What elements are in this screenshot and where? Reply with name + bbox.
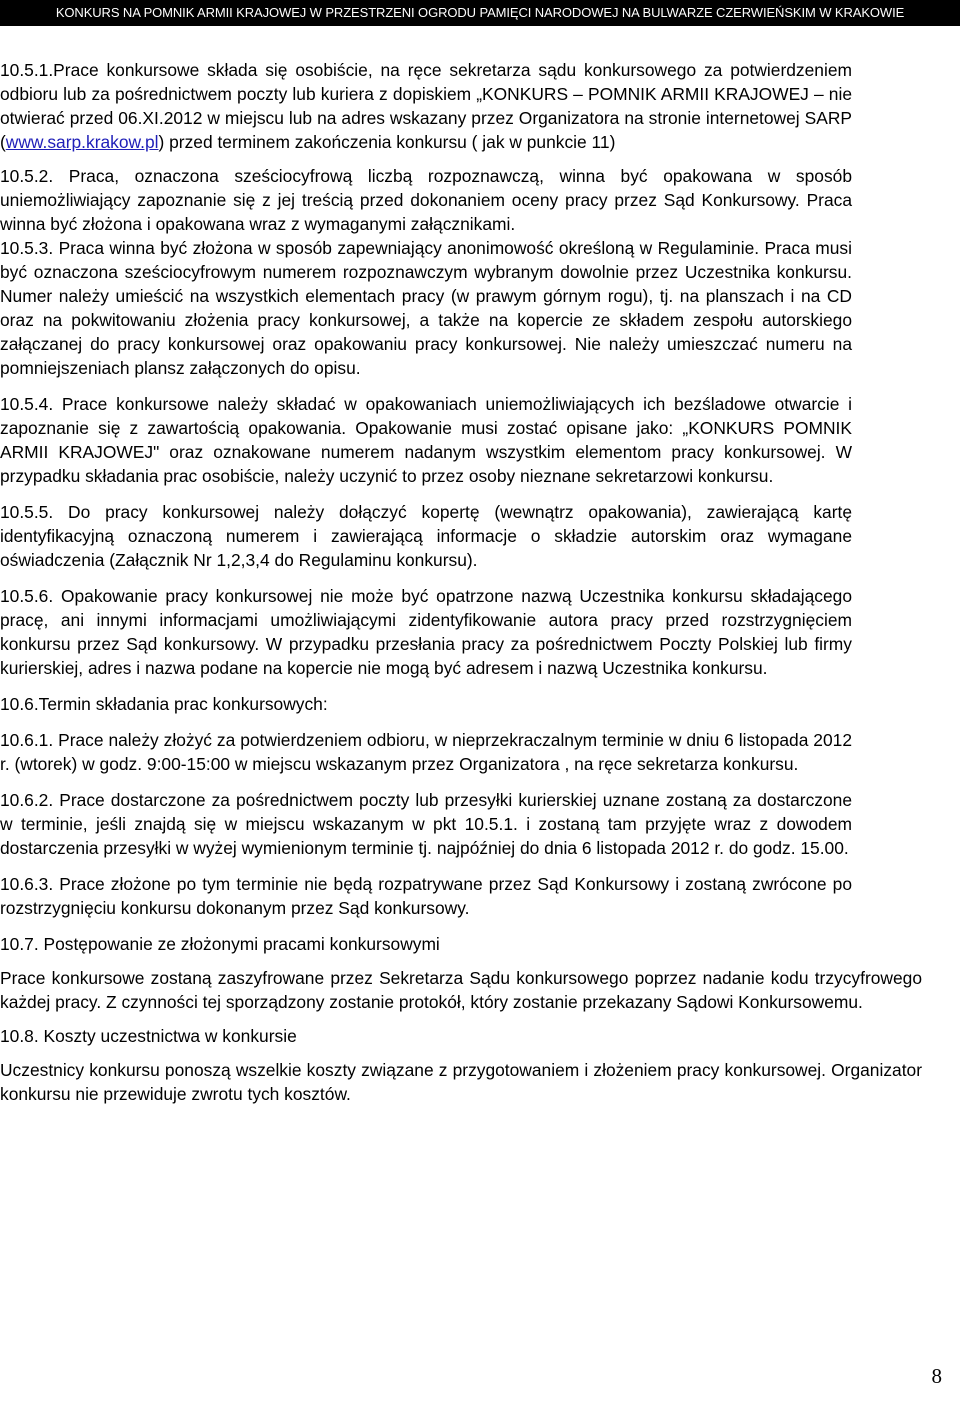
sarp-website-link[interactable]: www.sarp.krakow.pl xyxy=(5,132,159,152)
paragraph-10-6-1: 10.6.1. Prace należy złożyć za potwierdzeniem odbioru, w nieprzekraczalnym terminie w dniu 6 listopada 2012 r. (wtorek) w godz. 9:00-15:00 w miejscu wskazanym przez Organizatora , na ręce sekretarza konkursu. xyxy=(0,730,852,774)
page-number: 8 xyxy=(931,1364,942,1388)
paragraph-10-5-1-tail: ) przed terminem zakończenia konkursu ( jak w punkcie 11) xyxy=(158,132,616,152)
heading-10-6: 10.6.Termin składania prac konkursowych: xyxy=(0,694,328,714)
heading-10-7: 10.7. Postępowanie ze złożonymi pracami konkursowymi xyxy=(0,934,440,954)
paragraph-10-5-2: 10.5.2. Praca, oznaczona sześciocyfrową liczbą rozpoznawczą, winna być opakowana w sposób uniemożliwiający zapoznanie się z jej treścią przed dokonaniem oceny pracy przez Sąd Konkursowy. Praca winna być złożona i opakowana wraz z wymaganymi załącznikami. xyxy=(0,166,852,234)
paragraph-10-5-4: 10.5.4. Prace konkursowe należy składać w opakowaniach uniemożliwiających ich bezśladowe otwarcie i zapoznanie się z zawartością opakowania. Opakowanie musi zostać opisane jako: „KONKURS POMNIK ARMII KRAJOWEJ" oraz oznakowane numerem nadanym wszystkim elementom pracy konkursowej. W przypadku składania prac osobiście, należy uczynić to przez osoby nieznane sekretarzowi konkursu. xyxy=(0,394,852,486)
document-body xyxy=(0,58,960,1116)
paragraph-10-5-1-text: 10.5.1.Prace konkursowe składa się osobiście, na ręce sekretarza sądu konkursowego za potwierdzeniem odbioru lub za pośrednictwem poczty lub kuriera z dopiskiem „KONKURS – POMNIK ARMII KRAJOWEJ – nie otwierać przed 06.XI.2012 w miejscu lub na adres wskazany przez Organizatora na stronie internetowej SARP ( xyxy=(0,60,852,152)
paragraph-10-5-5: 10.5.5. Do pracy konkursowej należy dołączyć kopertę (wewnątrz opakowania), zawierającą kartę identyfikacyjną oznaczoną numerem i zawierającą informacje o składzie autorskim oraz wymagane oświadczenia (Załącznik Nr 1,2,3,4 do Regulaminu konkursu). xyxy=(0,502,852,570)
paragraph-10-5-3: 10.5.3. Praca winna być złożona w sposób zapewniający anonimowość określoną w Regulaminie. Praca musi być oznaczona sześciocyfrowym numerem rozpoznawczym wybranym dowolnie przez Uczestnika konkursu. Numer należy umieścić na wszystkich elementach pracy (w prawym górnym rogu), tj. na planszach i na CD oraz na pokwitowaniu złożenia pracy konkursowej, a także na kopercie ze składem zespołu autorskiego załączanej do pracy konkursowej oraz opakowaniu pracy konkursowej. Nie należy umieszczać numeru na pomniejszeniach plansz załączonych do opisu. xyxy=(0,238,852,378)
heading-10-8: 10.8. Koszty uczestnictwa w konkursie xyxy=(0,1026,297,1046)
paragraph-10-5-6: 10.5.6. Opakowanie pracy konkursowej nie może być opatrzone nazwą Uczestnika konkursu składającego pracę, ani innymi informacjami umożliwiającymi zidentyfikowanie autora pracy przed rozstrzygnięciem konkursu przez Sąd konkursowy. W przypadku przesłania pracy za pośrednictwem Poczty Polskiej lub firmy kurierskiej, adres i nazwa podane na kopercie nie mogą być adresem i nazwą Uczestnika konkursu. xyxy=(0,586,852,678)
paragraph-10-6-2: 10.6.2. Prace dostarczone za pośrednictwem poczty lub przesyłki kurierskiej uznane zostaną za dostarczone w terminie, jeśli znajdą się w miejscu wskazanym w pkt 10.5.1. i zostaną tam przyjęte wraz z dowodem dostarczenia przesyłki w wyżej wymienionym terminie tj. najpóźniej do dnia 6 listopada 2012 r. do godz. 15.00. xyxy=(0,790,852,858)
paragraph-10-7: Prace konkursowe zostaną zaszyfrowane przez Sekretarza Sądu konkursowego poprzez nadanie kodu trzycyfrowego każdej pracy. Z czynności tej sporządzony zostanie protokół, który zostanie przekazany Sądowi Konkursowemu. xyxy=(0,968,922,1012)
running-header xyxy=(0,0,960,26)
paragraph-10-5-1 xyxy=(0,58,852,154)
running-header-title: KONKURS NA POMNIK ARMII KRAJOWEJ W PRZESTRZENI OGRODU PAMIĘCI NARODOWEJ NA BULWARZE CZERWIEŃSKIM W KRAKOWIE xyxy=(55,5,905,20)
paragraph-10-8: Uczestnicy konkursu ponoszą wszelkie koszty związane z przygotowaniem i złożeniem pracy konkursowej. Organizator konkursu nie przewiduje zwrotu tych kosztów. xyxy=(0,1060,922,1104)
paragraph-10-6-3: 10.6.3. Prace złożone po tym terminie nie będą rozpatrywane przez Sąd Konkursowy i zostaną zwrócone po rozstrzygnięciu konkursu dokonanym przez Sąd konkursowy. xyxy=(0,874,852,918)
